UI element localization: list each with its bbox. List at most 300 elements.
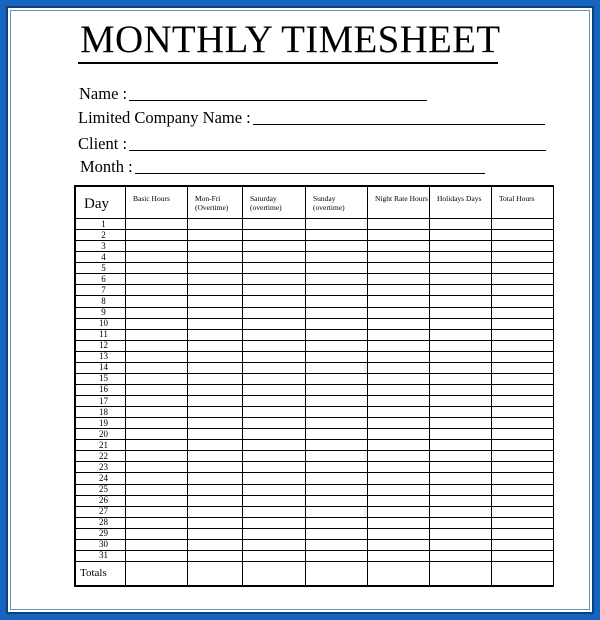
column-header-day: Day [76, 187, 126, 219]
entry-cell[interactable] [243, 539, 306, 550]
entry-cell[interactable] [126, 307, 188, 318]
entry-cell[interactable] [188, 517, 243, 528]
entry-cell[interactable] [243, 373, 306, 384]
table-row [76, 241, 554, 252]
entry-cell[interactable] [126, 340, 188, 351]
entry-cell[interactable] [306, 550, 368, 561]
entry-cell[interactable] [188, 263, 243, 274]
entry-cell[interactable] [492, 263, 554, 274]
entry-cell[interactable] [368, 517, 430, 528]
entry-cell[interactable] [126, 451, 188, 462]
entry-cell[interactable] [188, 440, 243, 451]
entry-cell[interactable] [126, 263, 188, 274]
entry-cell[interactable] [188, 484, 243, 495]
entry-cell[interactable] [306, 484, 368, 495]
entry-cell[interactable] [430, 539, 492, 550]
entry-cell[interactable] [306, 517, 368, 528]
name-blank-line[interactable] [129, 100, 427, 101]
entry-cell[interactable] [430, 329, 492, 340]
entry-cell[interactable] [430, 429, 492, 440]
table-row [76, 528, 554, 539]
entry-cell[interactable] [306, 340, 368, 351]
entry-cell[interactable] [306, 506, 368, 517]
entry-cell[interactable] [492, 362, 554, 373]
entry-cell[interactable] [430, 506, 492, 517]
entry-cell[interactable] [188, 362, 243, 373]
day-number: 18 [76, 407, 126, 418]
entry-cell[interactable] [126, 484, 188, 495]
day-number: 21 [76, 440, 126, 451]
entry-cell[interactable] [126, 418, 188, 429]
entry-cell[interactable] [126, 373, 188, 384]
entry-cell[interactable] [492, 340, 554, 351]
entry-cell[interactable] [188, 285, 243, 296]
entry-cell[interactable] [492, 252, 554, 263]
table-row [76, 484, 554, 495]
entry-cell[interactable] [243, 219, 306, 230]
day-number: 2 [76, 230, 126, 241]
entry-cell[interactable] [430, 230, 492, 241]
entry-cell[interactable] [492, 506, 554, 517]
entry-cell[interactable] [126, 528, 188, 539]
table-row [76, 506, 554, 517]
page-title: MONTHLY TIMESHEET [80, 18, 501, 61]
table-row [76, 550, 554, 561]
entry-cell[interactable] [188, 539, 243, 550]
entry-cell[interactable] [126, 407, 188, 418]
table-row [76, 329, 554, 340]
entry-cell[interactable] [188, 318, 243, 329]
entry-cell[interactable] [430, 241, 492, 252]
entry-cell[interactable] [188, 351, 243, 362]
entry-cell[interactable] [306, 285, 368, 296]
day-number: 26 [76, 495, 126, 506]
month-blank-line[interactable] [135, 173, 485, 174]
entry-cell[interactable] [492, 384, 554, 395]
table-row [76, 296, 554, 307]
entry-cell[interactable] [188, 274, 243, 285]
table-row [76, 307, 554, 318]
entry-cell[interactable] [306, 351, 368, 362]
entry-cell[interactable] [243, 230, 306, 241]
entry-cell[interactable] [306, 396, 368, 407]
entry-cell[interactable] [243, 351, 306, 362]
entry-cell[interactable] [368, 230, 430, 241]
entry-cell[interactable] [126, 241, 188, 252]
day-number: 12 [76, 340, 126, 351]
entry-cell[interactable] [126, 219, 188, 230]
entry-cell[interactable] [368, 219, 430, 230]
entry-cell[interactable] [368, 351, 430, 362]
entry-cell[interactable] [126, 495, 188, 506]
entry-cell[interactable] [368, 407, 430, 418]
entry-cell[interactable] [306, 296, 368, 307]
total-cell[interactable] [243, 561, 306, 585]
entry-cell[interactable] [492, 440, 554, 451]
client-blank-line[interactable] [129, 150, 546, 151]
column-header-2: Mon-Fri (Overtime) [188, 187, 243, 219]
day-number: 23 [76, 462, 126, 473]
entry-cell[interactable] [306, 451, 368, 462]
entry-cell[interactable] [368, 550, 430, 561]
entry-cell[interactable] [126, 362, 188, 373]
entry-cell[interactable] [306, 373, 368, 384]
entry-cell[interactable] [430, 362, 492, 373]
column-header-6: Holidays Days [430, 187, 492, 219]
entry-cell[interactable] [243, 473, 306, 484]
entry-cell[interactable] [243, 396, 306, 407]
column-header-1: Basic Hours [126, 187, 188, 219]
entry-cell[interactable] [243, 318, 306, 329]
entry-cell[interactable] [368, 241, 430, 252]
entry-cell[interactable] [243, 263, 306, 274]
entry-cell[interactable] [126, 550, 188, 561]
client-label: Client : [78, 134, 128, 153]
entry-cell[interactable] [126, 252, 188, 263]
entry-cell[interactable] [306, 252, 368, 263]
entry-cell[interactable] [243, 252, 306, 263]
entry-cell[interactable] [492, 274, 554, 285]
entry-cell[interactable] [188, 418, 243, 429]
entry-cell[interactable] [306, 274, 368, 285]
entry-cell[interactable] [243, 362, 306, 373]
entry-cell[interactable] [306, 528, 368, 539]
entry-cell[interactable] [188, 407, 243, 418]
entry-cell[interactable] [430, 550, 492, 561]
entry-cell[interactable] [368, 429, 430, 440]
entry-cell[interactable] [368, 318, 430, 329]
table-row [76, 396, 554, 407]
entry-cell[interactable] [492, 484, 554, 495]
day-number: 6 [76, 274, 126, 285]
day-number: 10 [76, 318, 126, 329]
entry-cell[interactable] [492, 351, 554, 362]
timesheet-grid [75, 186, 554, 586]
entry-cell[interactable] [188, 506, 243, 517]
day-number: 30 [76, 539, 126, 550]
entry-cell[interactable] [126, 396, 188, 407]
day-number: 25 [76, 484, 126, 495]
entry-cell[interactable] [243, 440, 306, 451]
entry-cell[interactable] [243, 550, 306, 561]
timesheet-table [74, 185, 554, 587]
company-label: Limited Company Name : [78, 108, 251, 127]
entry-cell[interactable] [368, 274, 430, 285]
entry-cell[interactable] [188, 329, 243, 340]
entry-cell[interactable] [306, 473, 368, 484]
entry-cell[interactable] [492, 219, 554, 230]
entry-cell[interactable] [126, 318, 188, 329]
entry-cell[interactable] [368, 329, 430, 340]
entry-cell[interactable] [243, 274, 306, 285]
entry-cell[interactable] [430, 407, 492, 418]
entry-cell[interactable] [492, 517, 554, 528]
entry-cell[interactable] [368, 539, 430, 550]
table-row [76, 263, 554, 274]
entry-cell[interactable] [492, 285, 554, 296]
entry-cell[interactable] [306, 263, 368, 274]
entry-cell[interactable] [243, 340, 306, 351]
entry-cell[interactable] [126, 473, 188, 484]
table-row [76, 285, 554, 296]
entry-cell[interactable] [188, 429, 243, 440]
entry-cell[interactable] [492, 539, 554, 550]
entry-cell[interactable] [306, 384, 368, 395]
header-row [76, 187, 554, 219]
entry-cell[interactable] [430, 340, 492, 351]
entry-cell[interactable] [430, 528, 492, 539]
entry-cell[interactable] [188, 230, 243, 241]
entry-cell[interactable] [188, 550, 243, 561]
entry-cell[interactable] [492, 296, 554, 307]
day-number: 5 [76, 263, 126, 274]
entry-cell[interactable] [368, 473, 430, 484]
entry-cell[interactable] [430, 307, 492, 318]
total-cell[interactable] [368, 561, 430, 585]
entry-cell[interactable] [368, 263, 430, 274]
entry-cell[interactable] [243, 296, 306, 307]
day-number: 27 [76, 506, 126, 517]
entry-cell[interactable] [188, 340, 243, 351]
entry-cell[interactable] [368, 440, 430, 451]
entry-cell[interactable] [188, 373, 243, 384]
entry-cell[interactable] [243, 429, 306, 440]
entry-cell[interactable] [492, 495, 554, 506]
entry-cell[interactable] [368, 506, 430, 517]
entry-cell[interactable] [126, 384, 188, 395]
entry-cell[interactable] [492, 318, 554, 329]
client-field[interactable] [78, 134, 546, 154]
day-number: 14 [76, 362, 126, 373]
entry-cell[interactable] [492, 407, 554, 418]
day-number: 9 [76, 307, 126, 318]
day-number: 11 [76, 329, 126, 340]
entry-cell[interactable] [430, 418, 492, 429]
entry-cell[interactable] [368, 462, 430, 473]
entry-cell[interactable] [243, 517, 306, 528]
entry-cell[interactable] [306, 307, 368, 318]
month-field[interactable] [80, 157, 485, 177]
table-row [76, 351, 554, 362]
total-cell[interactable] [188, 561, 243, 585]
entry-cell[interactable] [306, 539, 368, 550]
entry-cell[interactable] [243, 384, 306, 395]
company-blank-line[interactable] [253, 124, 545, 125]
table-row [76, 274, 554, 285]
entry-cell[interactable] [368, 528, 430, 539]
table-row [76, 384, 554, 395]
entry-cell[interactable] [306, 407, 368, 418]
day-number: 4 [76, 252, 126, 263]
entry-cell[interactable] [430, 473, 492, 484]
entry-cell[interactable] [126, 429, 188, 440]
entry-cell[interactable] [306, 440, 368, 451]
entry-cell[interactable] [243, 307, 306, 318]
entry-cell[interactable] [126, 440, 188, 451]
entry-cell[interactable] [126, 296, 188, 307]
entry-cell[interactable] [430, 219, 492, 230]
table-row [76, 429, 554, 440]
column-header-5: Night Rate Hours [368, 187, 430, 219]
totals-label: Totals [76, 561, 126, 585]
entry-cell[interactable] [492, 462, 554, 473]
entry-cell[interactable] [368, 373, 430, 384]
table-row [76, 440, 554, 451]
entry-cell[interactable] [492, 550, 554, 561]
total-cell[interactable] [430, 561, 492, 585]
table-row [76, 418, 554, 429]
entry-cell[interactable] [188, 473, 243, 484]
entry-cell[interactable] [126, 517, 188, 528]
entry-cell[interactable] [243, 407, 306, 418]
entry-cell[interactable] [368, 495, 430, 506]
entry-cell[interactable] [188, 296, 243, 307]
entry-cell[interactable] [368, 285, 430, 296]
day-number: 31 [76, 550, 126, 561]
entry-cell[interactable] [126, 539, 188, 550]
entry-cell[interactable] [492, 418, 554, 429]
entry-cell[interactable] [430, 373, 492, 384]
title-underline [78, 62, 498, 64]
entry-cell[interactable] [188, 252, 243, 263]
day-number: 22 [76, 451, 126, 462]
entry-cell[interactable] [306, 219, 368, 230]
entry-cell[interactable] [492, 429, 554, 440]
day-number: 7 [76, 285, 126, 296]
entry-cell[interactable] [126, 462, 188, 473]
table-row [76, 539, 554, 550]
entry-cell[interactable] [126, 230, 188, 241]
entry-cell[interactable] [243, 506, 306, 517]
entry-cell[interactable] [126, 285, 188, 296]
entry-cell[interactable] [492, 329, 554, 340]
entry-cell[interactable] [243, 451, 306, 462]
table-row [76, 462, 554, 473]
entry-cell[interactable] [243, 241, 306, 252]
total-cell[interactable] [492, 561, 554, 585]
entry-cell[interactable] [368, 296, 430, 307]
entry-cell[interactable] [430, 495, 492, 506]
entry-cell[interactable] [492, 307, 554, 318]
entry-cell[interactable] [430, 318, 492, 329]
entry-cell[interactable] [368, 340, 430, 351]
name-label: Name : [79, 84, 128, 103]
entry-cell[interactable] [492, 473, 554, 484]
entry-cell[interactable] [368, 384, 430, 395]
entry-cell[interactable] [188, 307, 243, 318]
entry-cell[interactable] [430, 396, 492, 407]
table-row [76, 219, 554, 230]
entry-cell[interactable] [306, 230, 368, 241]
table-row [76, 340, 554, 351]
entry-cell[interactable] [306, 318, 368, 329]
entry-cell[interactable] [430, 517, 492, 528]
entry-cell[interactable] [188, 462, 243, 473]
name-field[interactable] [79, 84, 427, 104]
entry-cell[interactable] [492, 396, 554, 407]
entry-cell[interactable] [243, 528, 306, 539]
table-row [76, 517, 554, 528]
entry-cell[interactable] [243, 329, 306, 340]
column-header-4: Sunday (overtime) [306, 187, 368, 219]
entry-cell[interactable] [430, 274, 492, 285]
total-cell[interactable] [126, 561, 188, 585]
entry-cell[interactable] [243, 285, 306, 296]
entry-cell[interactable] [243, 462, 306, 473]
entry-cell[interactable] [188, 219, 243, 230]
entry-cell[interactable] [243, 484, 306, 495]
entry-cell[interactable] [430, 462, 492, 473]
entry-cell[interactable] [243, 495, 306, 506]
entry-cell[interactable] [430, 384, 492, 395]
entry-cell[interactable] [188, 241, 243, 252]
entry-cell[interactable] [368, 396, 430, 407]
entry-cell[interactable] [430, 451, 492, 462]
entry-cell[interactable] [368, 307, 430, 318]
entry-cell[interactable] [306, 329, 368, 340]
entry-cell[interactable] [368, 484, 430, 495]
entry-cell[interactable] [492, 451, 554, 462]
entry-cell[interactable] [430, 252, 492, 263]
entry-cell[interactable] [492, 373, 554, 384]
day-number: 8 [76, 296, 126, 307]
entry-cell[interactable] [368, 418, 430, 429]
day-number: 16 [76, 384, 126, 395]
entry-cell[interactable] [126, 351, 188, 362]
entry-cell[interactable] [368, 451, 430, 462]
entry-cell[interactable] [126, 506, 188, 517]
entry-cell[interactable] [430, 351, 492, 362]
entry-cell[interactable] [306, 418, 368, 429]
entry-cell[interactable] [243, 418, 306, 429]
entry-cell[interactable] [430, 285, 492, 296]
day-number: 1 [76, 219, 126, 230]
entry-cell[interactable] [306, 429, 368, 440]
entry-cell[interactable] [306, 241, 368, 252]
day-number: 20 [76, 429, 126, 440]
entry-cell[interactable] [188, 528, 243, 539]
table-row [76, 407, 554, 418]
entry-cell[interactable] [430, 484, 492, 495]
entry-cell[interactable] [306, 495, 368, 506]
day-number: 13 [76, 351, 126, 362]
entry-cell[interactable] [126, 274, 188, 285]
entry-cell[interactable] [492, 230, 554, 241]
entry-cell[interactable] [306, 362, 368, 373]
entry-cell[interactable] [306, 462, 368, 473]
table-row [76, 318, 554, 329]
table-row [76, 495, 554, 506]
entry-cell[interactable] [430, 263, 492, 274]
entry-cell[interactable] [492, 241, 554, 252]
entry-cell[interactable] [430, 296, 492, 307]
table-row [76, 362, 554, 373]
day-number: 24 [76, 473, 126, 484]
entry-cell[interactable] [492, 528, 554, 539]
entry-cell[interactable] [368, 362, 430, 373]
entry-cell[interactable] [188, 495, 243, 506]
entry-cell[interactable] [188, 384, 243, 395]
entry-cell[interactable] [126, 329, 188, 340]
entry-cell[interactable] [188, 396, 243, 407]
entry-cell[interactable] [430, 440, 492, 451]
total-cell[interactable] [306, 561, 368, 585]
company-field[interactable] [78, 108, 545, 128]
table-row [76, 473, 554, 484]
entry-cell[interactable] [368, 252, 430, 263]
entry-cell[interactable] [188, 451, 243, 462]
column-header-3: Saturday (overtime) [243, 187, 306, 219]
